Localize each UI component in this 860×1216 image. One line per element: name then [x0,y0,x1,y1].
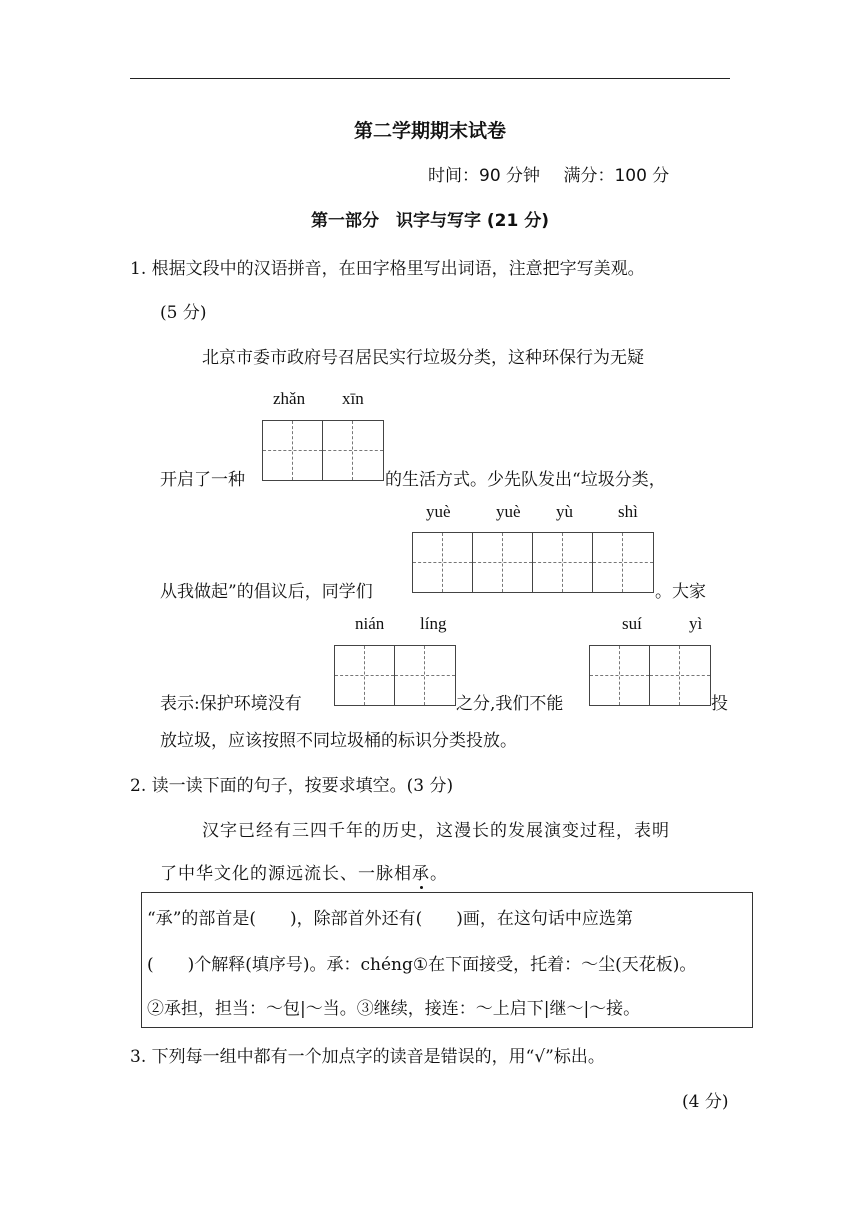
tianzige-grid-4[interactable] [589,645,711,706]
tianzige-grid-2[interactable] [412,532,654,593]
q2-stem: 2. 读一读下面的句子，按要求填空。(3 分) [130,776,454,796]
pinyin-nian: nián [355,614,385,633]
top-rule [130,78,730,79]
tianzige-grid-3[interactable] [334,645,456,706]
pinyin-yue-2: yuè [496,502,521,521]
tianzige-cell[interactable] [590,646,650,705]
q2-passage-line2 [160,859,448,884]
q3-stem: 3. 下列每一组中都有一个加点字的读音是错误的，用“√”标出。 [130,1047,605,1067]
q1-score: (5 分) [160,303,207,323]
pinyin-yu: yù [556,502,573,521]
pinyin-sui: suí [622,614,642,633]
tianzige-cell[interactable] [533,533,593,592]
q2-passage-line2-pre: 了中华文化的源远流长、一脉相 [160,864,412,884]
tianzige-cell[interactable] [263,421,323,480]
q1-line4-mid: 之分,我们不能 [456,694,564,714]
q2-box-line1: “承”的部首是( )，除部首外还有( )画，在这句话中应选第 [147,909,633,929]
part-title: 第一部分 识字与写字 (21 分) [310,211,550,231]
q1-line4-pre: 表示:保护环境没有 [160,694,302,714]
q3-score: (4 分) [682,1092,729,1112]
exam-time: 时间：90 分钟 [428,166,541,186]
q1-line4-post: 投 [711,694,728,714]
q1-line2-post: 的生活方式。少先队发出“垃圾分类， [385,470,666,490]
pinyin-shi: shì [618,502,638,521]
tianzige-grid-1[interactable] [262,420,384,481]
q2-box-line3: ②承担，担当：～包|～当。③继续，接连：～上启下|继～|～接。 [147,999,641,1019]
q1-stem: 1. 根据文段中的汉语拼音，在田字格里写出词语，注意把字写美观。 [130,259,645,279]
q2-passage-line1: 汉字已经有三四千年的历史，这漫长的发展演变过程，表明 [202,821,670,841]
pinyin-zhan: zhǎn [273,389,306,408]
pinyin-ling: líng [420,614,447,633]
tianzige-cell[interactable] [413,533,473,592]
tianzige-cell[interactable] [323,421,383,480]
tianzige-cell[interactable] [593,533,653,592]
q1-line2-pre: 开启了一种 [160,470,245,490]
q1-line1: 北京市委市政府号召居民实行垃圾分类，这种环保行为无疑 [202,348,644,368]
tianzige-cell[interactable] [335,646,395,705]
exam-title: 第二学期期末试卷 [353,120,506,142]
tianzige-cell[interactable] [650,646,710,705]
pinyin-xin: xīn [342,389,364,408]
q1-line3-post: 。大家 [655,582,706,602]
q1-line5: 放垃圾，应该按照不同垃圾桶的标识分类投放。 [160,731,517,751]
exam-full-score: 满分：100 分 [563,166,670,186]
tianzige-cell[interactable] [473,533,533,592]
q1-line3-pre: 从我做起”的倡议后，同学们 [160,582,373,602]
exam-meta [428,161,669,186]
pinyin-yi: yì [689,614,703,633]
pinyin-yue-1: yuè [426,502,451,521]
tianzige-cell[interactable] [395,646,455,705]
dotted-char-cheng: 承 [412,864,430,884]
q2-passage-line2-post: 。 [430,864,448,884]
q2-box-line2: ( )个解释(填序号)。承：chéng①在下面接受，托着：～尘(天花板)。 [147,955,697,975]
